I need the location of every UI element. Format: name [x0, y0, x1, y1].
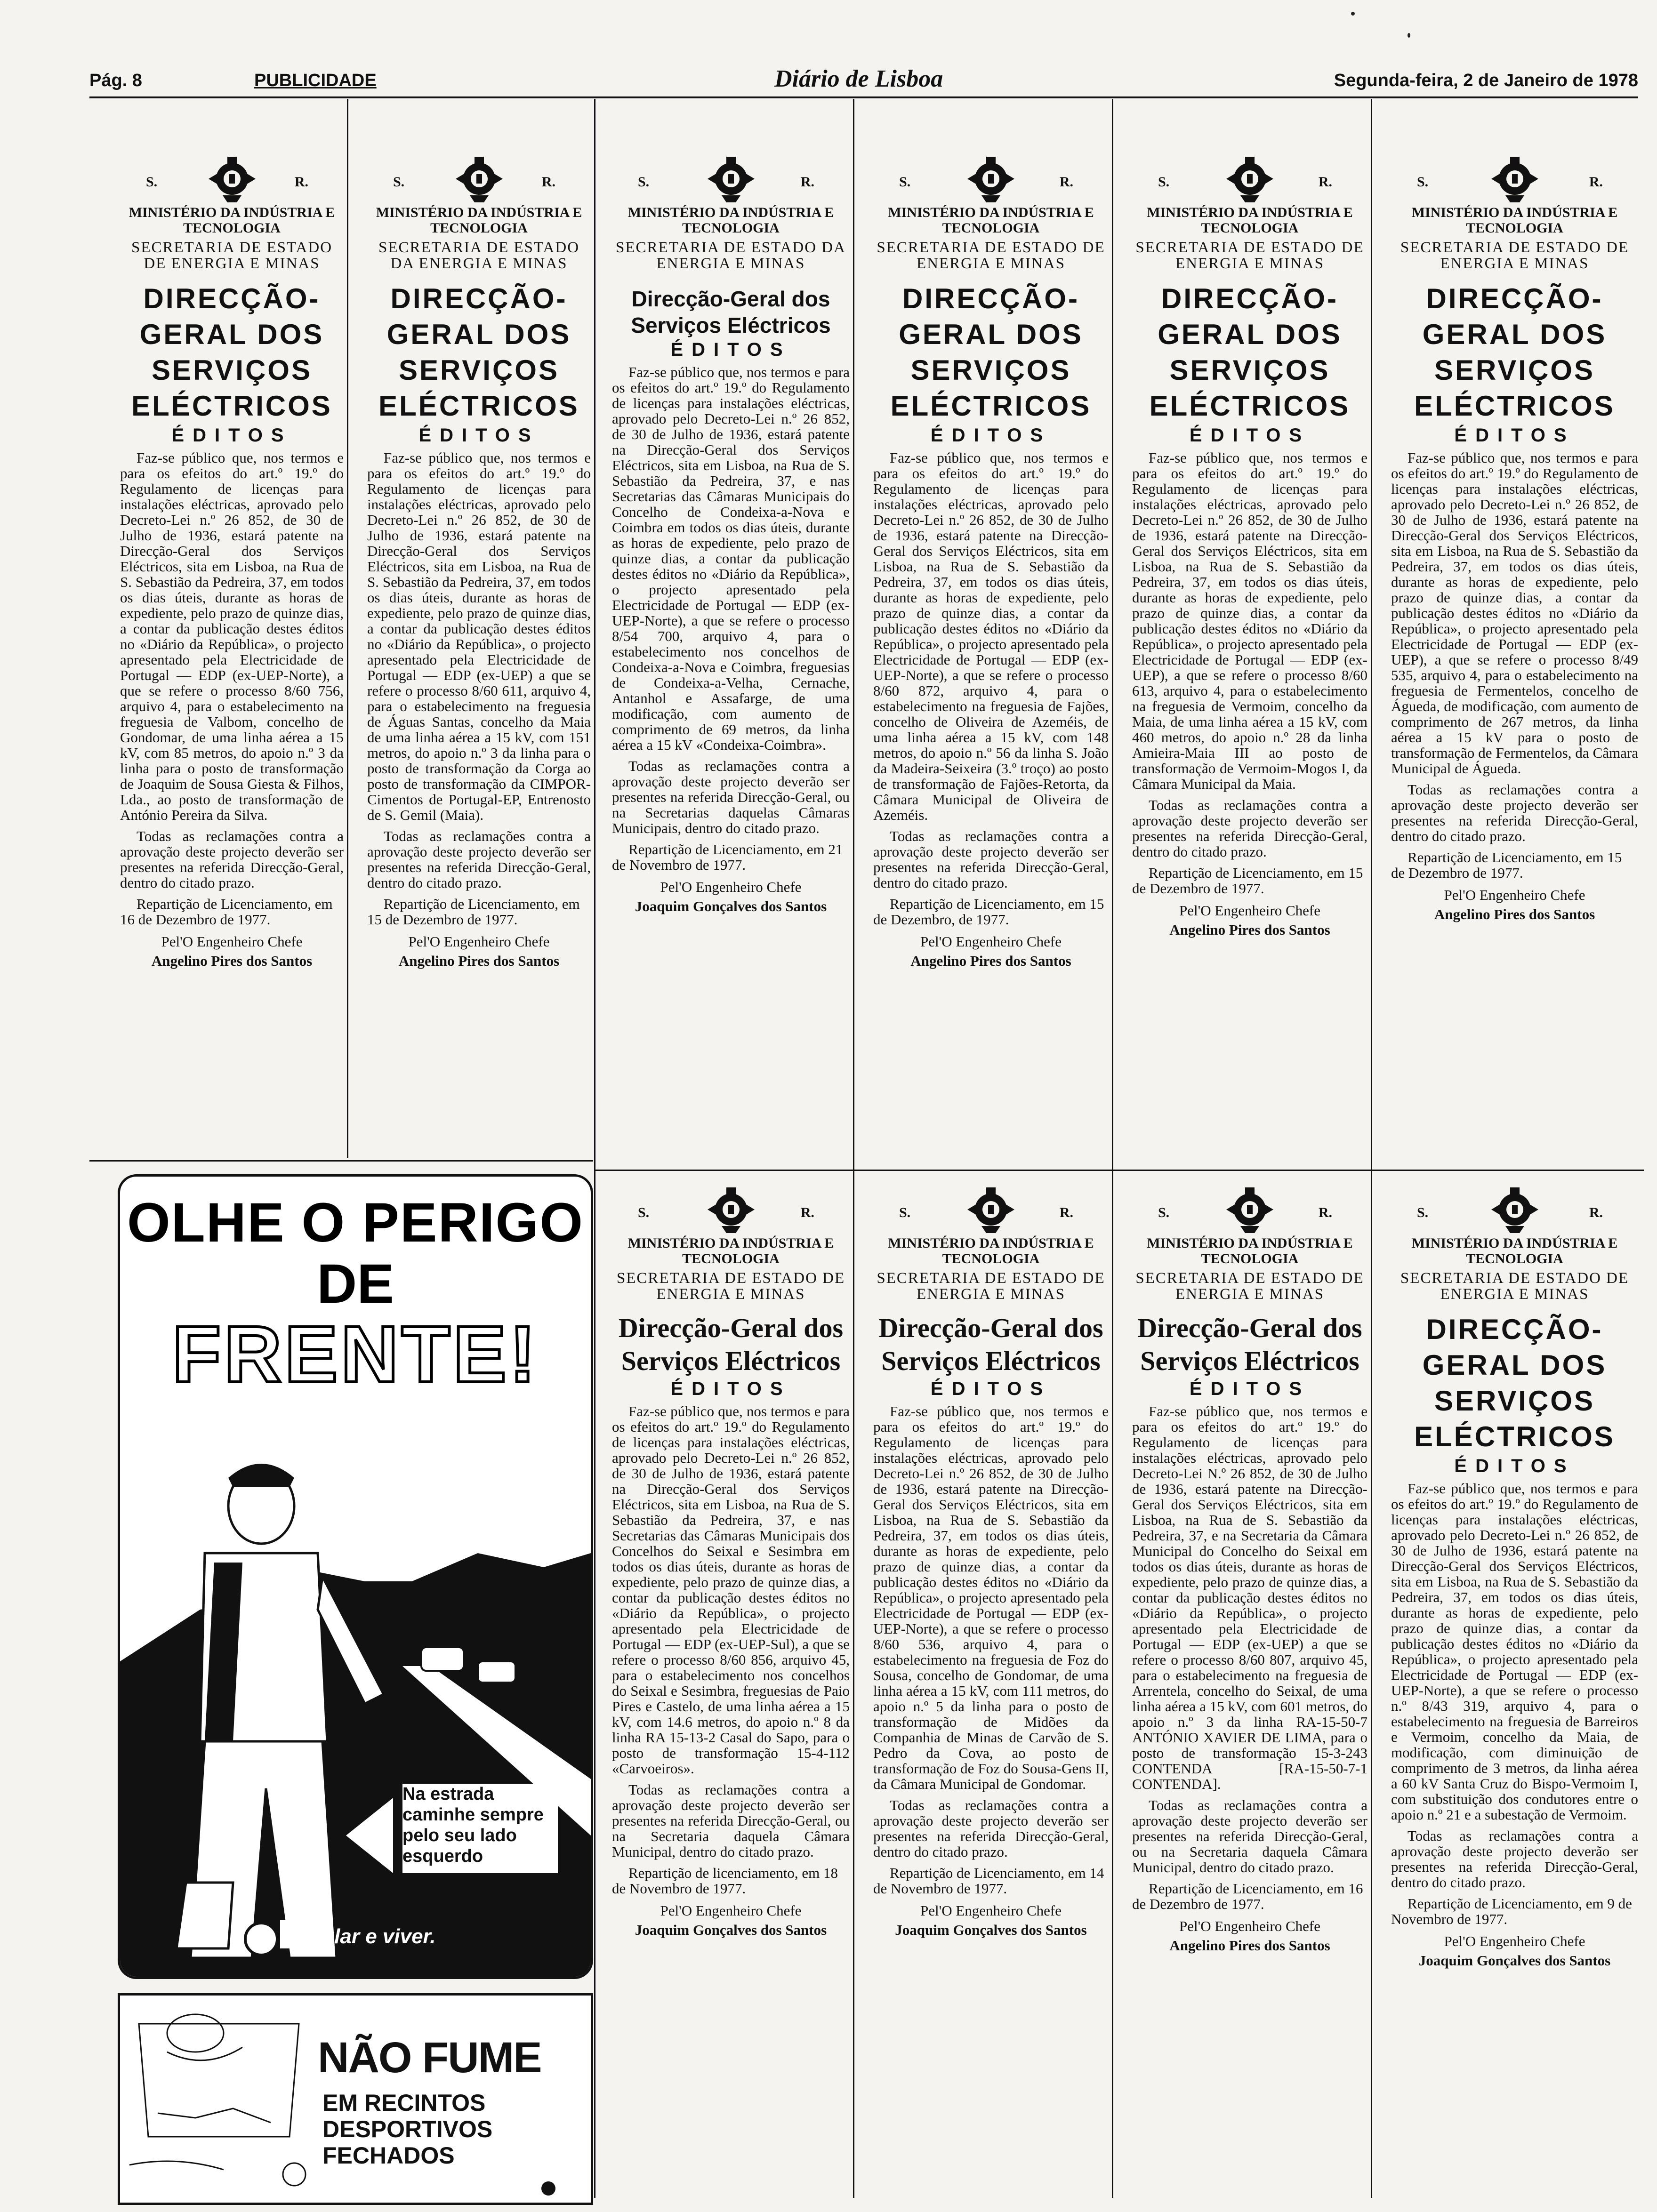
- ad-headline-3: FRENTE!: [172, 1310, 539, 1399]
- coat-of-arms-icon: [1487, 1184, 1543, 1235]
- column-divider: [1112, 99, 1113, 2198]
- seal-letter-s: S.: [638, 174, 650, 190]
- ministry-name: MINISTÉRIO DA INDÚSTRIA E TECNOLOGIA: [627, 205, 834, 236]
- notice-body: Faz-se público que, nos termos e para os efeitos do art.º 19.º do Regulamento de licenças para instalações eléctricas, aprovado pelo Decreto-Lei n.º 26 852, de 30 de Julho de 1936, estará patente na Direcção-Geral dos Serviços Eléctricos, sita em Lisboa, na Rua de S. Sebastião da Pedreira, 37, em todos os dias úteis, durante as horas de expediente, pelo prazo de quinze dias, a contar da publicação destes éditos no «Diário da República», o projecto apresentado pela Electricidade de Portugal — EDP (ex-UEP) a que se refere o processo 8/60 611, arquivo 4, para o estabelecimento na freguesia de Águas Santas, concelho da Maia de uma linha aérea a 15 kV, com 151 metros, do apoio n.º 3 da linha para o posto de transformação da Corga ao posto de transformação da CIMPOR-Cimentos de Portugal-EP, Entrenosto de S. Gemil (Maia).: [367, 449, 591, 823]
- notice-date: Repartição de Licenciamento, em 14 de Novembro de 1977.: [873, 1865, 1104, 1897]
- notice-seal: [612, 1184, 850, 1235]
- notice-claims: Todas as reclamações contra a aprovação deste projecto deverão ser presentes na referida Direcção-Geral, dentro do citado prazo.: [873, 828, 1109, 891]
- secretary-name: SECRETARIA DE ESTADO DE ENERGIA E MINAS: [131, 239, 333, 272]
- directorate-title: Direcção-Geral dos Serviços Eléctricos: [878, 1313, 1103, 1376]
- notice-body: Faz-se público que, nos termos e para os efeitos do art.º 19.º do Regulamento de licenças para instalações eléctricas, aprovado pelo Decreto-Lei n.º 26 852, de 30 de Julho de 1936, estará patente na Direcção-Geral dos Serviços Eléctricos, sita em Lisboa, na Rua de S. Sebastião da Pedreira, 37, em todos os dias úteis, durante as horas de expediente, pelo prazo de quinze dias, a contar da publicação destes éditos no «Diário da República», o projecto apresentado pela Electricidade de Portugal — EDP (ex-UEP), a que se refere o processo 8/49 535, arquivo 4, para o estabelecimento na freguesia de Fermentelos, concelho de Águeda, de modificação, com aumento de comprimento de 267 metros, da linha aérea a 15 kV para o posto de transformação de Fermentelos, da Câmara Municipal de Águeda.: [1391, 449, 1638, 777]
- notice-date: Repartição de Licenciamento, em 15 de Dezembro de 1977.: [1132, 865, 1363, 897]
- directorate-title: Direcção-Geral dos Serviços Eléctricos: [1137, 1313, 1362, 1376]
- no-smoking-headline: NÃO FUME: [318, 2034, 541, 2082]
- section-rule: [594, 1170, 1644, 1171]
- editos-heading: ÉDITOS: [1189, 425, 1311, 446]
- notice-body: Faz-se público que, nos termos e para os efeitos do art.º 19.º do Regulamento de licenças para instalações eléctricas, aprovado pelo Decreto-Lei n.º 26 852, de 30 de Julho de 1936, estará patente na Direcção-Geral dos Serviços Eléctricos, sita em Lisboa, na Rua de S. Sebastião da Pedreira, 37, e nas Secretarias das Câmaras Municipais do Concelho de Condeixa-a-Nova e Coimbra em todos os dias úteis, durante as horas de expediente, pelo prazo de quinze dias, a contar da publicação destes éditos no «Diário da República», o projecto apresentado pela Electricidade de Portugal — EDP (ex-UEP-Norte), a que se refere o processo 8/54 700, arquivo 4, para o estabelecimento nos concelhos de Condeixa-a-Nova e Coimbra, freguesias de Condeixa-a-Velha, Cernache, Antanhol e Assafarge, de uma modificação, com aumento de comprimento de 69 metros, da linha aérea a 15 kV «Condeixa-Coimbra».: [612, 364, 850, 753]
- directorate-title: Direcção-Geral dos Serviços Eléctricos: [618, 1313, 844, 1376]
- coat-of-arms-icon: [451, 153, 507, 205]
- secretary-name: SECRETARIA DE ESTADO DA ENERGIA E MINAS: [616, 239, 846, 272]
- column-divider: [853, 99, 854, 2198]
- notice-date: Repartição de Licenciamento, em 9 de Novembro de 1977.: [1391, 1895, 1632, 1927]
- seal-letter-r: R.: [1589, 174, 1603, 190]
- column-divider: [1371, 99, 1372, 2198]
- header-rule: [89, 96, 1638, 98]
- notice-body: Faz-se público que, nos termos e para os efeitos do art.º 19.º do Regulamento de licenças para instalações eléctricas, aprovado pelo Decreto-Lei n.º 26 852, de 30 de Julho de 1936, estará patente na Direcção-Geral dos Serviços Eléctricos, sita em Lisboa, na Rua de S. Sebastião da Pedreira, 37, em todos os dias úteis, durante as horas de expediente, pelo prazo de quinze dias, a contar da publicação destes éditos no «Diário da República», o projecto apresentado pela Electricidade de Portugal — EDP (ex-UEP-Norte), a que se refere o processo n.º 8/43 319, arquivo 4, para o estabelecimento na freguesia de Barreiros e Vermoim, concelho da Maia, de modificação, com diminuição de comprimento de 3 metros, da linha aérea a 60 kV Santa Cruz do Bispo-Vermoim I, com substituição dos condutores entre o apoio n.º 21 e a subestação de Vermoim.: [1391, 1480, 1638, 1823]
- notice: [873, 1184, 1109, 2200]
- seal-letter-r: R.: [1318, 1205, 1332, 1220]
- secretary-name: SECRETARIA DE ESTADO DE ENERGIA E MINAS: [1135, 1270, 1364, 1303]
- notice-body: Faz-se público que, nos termos e para os efeitos do art.º 19.º do Regulamento de licenças para instalações eléctricas, aprovado pelo Decreto-Lei n.º 26 852, de 30 de Julho de 1936, estará patente na Direcção-Geral dos Serviços Eléctricos, sita em Lisboa, na Rua de S. Sebastião da Pedreira, 37, em todos os dias úteis, durante as horas de expediente, pelo prazo de quinze dias, a contar da publicação destes éditos no «Diário da República», o projecto apresentado pela Electricidade de Portugal — EDP (ex-UEP), a que se refere o processo 8/60 613, arquivo 4, para o estabelecimento na freguesia de Vermoim, concelho da Maia, de uma linha aérea a 15 kV, com 460 metros, do apoio n.º 28 da linha Amieira-Maia III ao posto de transformação de Vermoim-Mogos I, da Câmara Municipal da Maia.: [1132, 449, 1367, 792]
- seal-letter-s: S.: [1158, 1205, 1170, 1220]
- notice: [1132, 153, 1367, 1155]
- smoker-illustration: [120, 1996, 318, 2203]
- ministry-name: MINISTÉRIO DA INDÚSTRIA E TECNOLOGIA: [376, 205, 582, 236]
- notice: [873, 153, 1109, 1155]
- editos-heading: ÉDITOS: [1189, 1378, 1311, 1399]
- ministry-name: MINISTÉRIO DA INDÚSTRIA E TECNOLOGIA: [1147, 1235, 1353, 1266]
- notice-date: Repartição de Licenciamento, em 21 de Novembro de 1977.: [612, 841, 843, 873]
- seal-letter-s: S.: [1158, 174, 1170, 190]
- coat-of-arms-icon: [703, 1184, 759, 1235]
- directorate-title: DIRECÇÃO-GERAL DOS SERVIÇOS ELÉCTRICOS: [378, 283, 579, 422]
- notice-seal: [873, 1184, 1109, 1235]
- notice-claims: Todas as reclamações contra a aprovação deste projecto deverão ser presentes na referida Direcção-Geral, dentro do citado prazo.: [1391, 781, 1638, 844]
- engineer-title: Pel'O Engenheiro Chefe: [1444, 1933, 1585, 1949]
- editos-heading: ÉDITOS: [930, 425, 1052, 446]
- notice-claims: Todas as reclamações contra a aprovação deste projecto deverão ser presentes na referida Direcção-Geral, dentro do citado prazo.: [367, 828, 591, 891]
- notice-seal: [1132, 153, 1367, 205]
- coat-of-arms-icon: [963, 1184, 1019, 1235]
- notice-seal: [1391, 153, 1638, 205]
- engineer-title: Pel'O Engenheiro Chefe: [920, 933, 1062, 950]
- ad-headline-1: OLHE O PERIGO: [127, 1192, 584, 1254]
- notice: [120, 153, 344, 1155]
- directorate-title: DIRECÇÃO-GERAL DOS SERVIÇOS ELÉCTRICOS: [131, 283, 332, 422]
- notice-date: Repartição de Licenciamento, em 15 de Dezembro, de 1977.: [873, 896, 1104, 928]
- secretary-name: SECRETARIA DE ESTADO DE ENERGIA E MINAS: [616, 1270, 845, 1303]
- engineer-title: Pel'O Engenheiro Chefe: [408, 933, 550, 950]
- ministry-name: MINISTÉRIO DA INDÚSTRIA E TECNOLOGIA: [1147, 205, 1353, 236]
- editos-heading: ÉDITOS: [171, 425, 292, 446]
- directorate-title: DIRECÇÃO-GERAL DOS SERVIÇOS ELÉCTRICOS: [1414, 1314, 1615, 1452]
- signer-name: Joaquim Gonçalves dos Santos: [635, 898, 827, 914]
- page-number: Pág. 8: [89, 71, 142, 90]
- notice-date: Repartição de Licenciamento, em 15 de Dezembro de 1977.: [1391, 849, 1622, 881]
- ministry-name: MINISTÉRIO DA INDÚSTRIA E TECNOLOGIA: [1411, 1235, 1618, 1266]
- ministry-name: MINISTÉRIO DA INDÚSTRIA E TECNOLOGIA: [129, 205, 335, 236]
- engineer-title: Pel'O Engenheiro Chefe: [660, 879, 802, 895]
- editos-heading: ÉDITOS: [670, 1378, 791, 1399]
- signer-name: Joaquim Gonçalves dos Santos: [635, 1922, 827, 1938]
- column-divider: [347, 99, 348, 1158]
- seal-letter-r: R.: [294, 174, 308, 190]
- coat-of-arms-icon: [1222, 153, 1278, 205]
- notice-date: Repartição de Licenciamento, em 16 de Dezembro de 1977.: [120, 896, 333, 928]
- coat-of-arms-icon: [963, 153, 1019, 205]
- signer-name: Angelino Pires dos Santos: [151, 953, 313, 969]
- editos-heading: ÉDITOS: [1454, 425, 1575, 446]
- seal-letter-r: R.: [1589, 1205, 1603, 1220]
- notice-body: Faz-se público que, nos termos e para os efeitos do art.º 19.º do Regulamento de licenças para instalações eléctricas, aprovado pelo Decreto-Lei n.º 26 852, de 30 de Julho de 1936, estará patente na Direcção-Geral dos Serviços Eléctricos, sita em Lisboa, na Rua de S. Sebastião da Pedreira, 37, em todos os dias úteis, durante as horas de expediente, pelo prazo de quinze dias, a contar da publicação destes éditos no «Diário da República», o projecto apresentado pela Electricidade de Portugal — EDP (ex-UEP-Norte), a que se refere o processo 8/60 872, arquivo 4, para o estabelecimento na freguesia de Fajões, concelho de Oliveira de Azeméis, de uma linha aérea a 15 kV, com 148 metros, do apoio n.º 56 da linha S. João da Madeira-Seixeira (3.º troço) ao posto de transformação de Fajões-Retorta, da Câmara Municipal de Oliveira de Azeméis.: [873, 449, 1109, 823]
- secretary-name: SECRETARIA DE ESTADO DE ENERGIA E MINAS: [1135, 239, 1364, 272]
- ad-message: Na estrada caminhe sempre pelo seu lado esquerdo: [402, 1784, 558, 1873]
- seal-letter-s: S.: [638, 1205, 650, 1220]
- seal-letter-r: R.: [1318, 174, 1332, 190]
- page-header: [89, 65, 1638, 98]
- editos-heading: ÉDITOS: [930, 1378, 1052, 1399]
- no-smoking-ad: [118, 1993, 593, 2205]
- engineer-title: Pel'O Engenheiro Chefe: [920, 1902, 1062, 1919]
- notice-claims: Todas as reclamações contra a aprovação deste projecto deverão ser presentes na referida Direcção-Geral, dentro do citado prazo.: [1132, 797, 1367, 860]
- masthead: Diário de Lisboa: [774, 65, 943, 92]
- notice-claims: Todas as reclamações contra a aprovação deste projecto deverão ser presentes na referida Direcção-Geral, ou na Secretaria daquela Câmara Municipal, dentro do citado prazo.: [612, 1781, 850, 1860]
- ad-logo: circular e viver.: [285, 1925, 436, 1948]
- engineer-title: Pel'O Engenheiro Chefe: [1179, 902, 1320, 919]
- notice-date: Repartição de Licenciamento, em 15 de Dezembro de 1977.: [367, 896, 580, 928]
- directorate-title: Direcção-Geral dos Serviços Eléctricos: [631, 287, 831, 337]
- notice: [1391, 153, 1638, 1155]
- ministry-name: MINISTÉRIO DA INDÚSTRIA E TECNOLOGIA: [888, 1235, 1094, 1266]
- signer-name: Angelino Pires dos Santos: [1169, 922, 1330, 938]
- engineer-title: Pel'O Engenheiro Chefe: [161, 933, 303, 950]
- signer-name: Angelino Pires dos Santos: [1169, 1937, 1330, 1954]
- notice-seal: [120, 153, 344, 205]
- seal-letter-r: R.: [541, 174, 555, 190]
- notice: [1391, 1184, 1638, 2200]
- seal-letter-s: S.: [1417, 174, 1429, 190]
- seal-letter-s: S.: [899, 1205, 911, 1220]
- notice-claims: Todas as reclamações contra a aprovação deste projecto deverão ser presentes na referida Direcção-Geral, dentro do citado prazo.: [120, 828, 344, 891]
- seal-letter-s: S.: [899, 174, 911, 190]
- issue-date: Segunda-feira, 2 de Janeiro de 1978: [1334, 71, 1638, 90]
- engineer-title: Pel'O Engenheiro Chefe: [1179, 1918, 1320, 1934]
- notice-claims: Todas as reclamações contra a aprovação deste projecto deverão ser presentes na referida Direcção-Geral, ou na Secretaria daquela Câmara Municipal, dentro do citado prazo.: [1132, 1797, 1367, 1875]
- section-name: PUBLICIDADE: [254, 71, 377, 90]
- directorate-title: DIRECÇÃO-GERAL DOS SERVIÇOS ELÉCTRICOS: [890, 283, 1092, 422]
- signer-name: Angelino Pires dos Santos: [1434, 906, 1595, 922]
- editos-heading: ÉDITOS: [1454, 1456, 1575, 1476]
- engineer-title: Pel'O Engenheiro Chefe: [1444, 887, 1585, 903]
- seal-letter-s: S.: [146, 174, 158, 190]
- signer-name: Angelino Pires dos Santos: [398, 953, 560, 969]
- seal-letter-s: S.: [1417, 1205, 1429, 1220]
- coat-of-arms-icon: [1487, 153, 1543, 205]
- ministry-name: MINISTÉRIO DA INDÚSTRIA E TECNOLOGIA: [1411, 205, 1618, 236]
- directorate-title: DIRECÇÃO-GERAL DOS SERVIÇOS ELÉCTRICOS: [1149, 283, 1351, 422]
- ministry-name: MINISTÉRIO DA INDÚSTRIA E TECNOLOGIA: [888, 205, 1094, 236]
- notice-claims: Todas as reclamações contra a aprovação deste projecto deverão ser presentes na referida Direcção-Geral, ou na Secretarias daquelas Câmaras Municipais, dentro do citado prazo.: [612, 758, 850, 836]
- notice-seal: [612, 153, 850, 205]
- secretary-name: SECRETARIA DE ESTADO DA ENERGIA E MINAS: [378, 239, 580, 272]
- notice-seal: [1391, 1184, 1638, 1235]
- secretary-name: SECRETARIA DE ESTADO DE ENERGIA E MINAS: [877, 239, 1105, 272]
- seal-letter-r: R.: [1059, 1205, 1073, 1220]
- directorate-title: DIRECÇÃO-GERAL DOS SERVIÇOS ELÉCTRICOS: [1414, 283, 1615, 422]
- seal-letter-r: R.: [800, 174, 814, 190]
- no-smoking-subtitle: EM RECINTOS DESPORTIVOS FECHADOS: [322, 2090, 493, 2169]
- notice: [367, 153, 591, 1155]
- signer-name: Angelino Pires dos Santos: [910, 953, 1071, 969]
- column-divider: [594, 99, 595, 2198]
- section-rule: [89, 1160, 593, 1162]
- ministry-name: MINISTÉRIO DA INDÚSTRIA E TECNOLOGIA: [627, 1235, 834, 1266]
- notice-date: Repartição de licenciamento, em 18 de Novembro de 1977.: [612, 1865, 838, 1897]
- engineer-title: Pel'O Engenheiro Chefe: [660, 1902, 802, 1919]
- notice-body: Faz-se público que, nos termos e para os efeitos do art.º 19.º do Regulamento de licenças para instalações eléctricas, aprovado pelo Decreto-Lei N.º 26 852, de 30 de Julho de 1936, estará patente na Direcção-Geral dos Serviços Eléctricos, sita em Lisboa, na Rua de S. Sebastião da Pedreira, 37, e na Secretaria da Câmara Municipal do Concelho do Seixal em todos os dias úteis, durante as horas de expediente, pelo prazo de quinze dias, a contar da publicação destes éditos no «Diário da República», o projecto apresentado pela Electricidade de Portugal — EDP (ex-UEP) a que se refere o processo 8/60 807, arquivo 45, para o estabelecimento na freguesia de Arrentela, concelho do Seixal, de uma linha aérea a 15 kV, com 601 metros, do apoio n.º 3 da linha RA-15-50-7 ANTÓNIO XAVIER DE LIMA, para o posto de transformação 15-3-243 CONTENDA [RA-15-50-7-1 CONTENDA].: [1132, 1403, 1367, 1792]
- seal-letter-r: R.: [800, 1205, 814, 1220]
- notice-claims: Todas as reclamações contra a aprovação deste projecto deverão ser presentes na referida Direcção-Geral, dentro do citado prazo.: [873, 1797, 1109, 1860]
- editos-heading: ÉDITOS: [670, 339, 791, 360]
- coat-of-arms-icon: [1222, 1184, 1278, 1235]
- notice-seal: [873, 153, 1109, 205]
- coat-of-arms-icon: [204, 153, 260, 205]
- notice-seal: [367, 153, 591, 205]
- ad-headline-2: DE: [317, 1253, 394, 1315]
- notice-body: Faz-se público que, nos termos e para os efeitos do art.º 19.º do Regulamento de licenças para instalações eléctricas, aprovado pelo Decreto-Lei n.º 26 852, de 30 de Julho de 1936, estará patente na Direcção-Geral dos Serviços Eléctricos, sita em Lisboa, na Rua de S. Sebastião da Pedreira, 37, e nas Secretarias das Câmaras Municipais dos Concelhos do Seixal e Sesimbra em todos os dias úteis, durante as horas de expediente, pelo prazo de quinze dias, a contar da publicação destes éditos no «Diário da República», o projecto apresentado pela Electricidade de Portugal — EDP (ex-UEP-Sul), a que se refere o processo 8/60 856, arquivo 45, para o estabelecimento nos concelhos do Seixal e Sesimbra, freguesias de Paio Pires e Castelo, de uma linha aérea a 15 kV, com 14.6 metros, do apoio n.º 8 da linha RA 15-13-2 Casal do Sapo, para o posto de transformação 15-4-112 «Carvoeiros».: [612, 1403, 850, 1777]
- notice-claims: Todas as reclamações contra a aprovação deste projecto deverão ser presentes na referida Direcção-Geral, dentro do citado prazo.: [1391, 1827, 1638, 1891]
- signer-name: Joaquim Gonçalves dos Santos: [1418, 1952, 1611, 1969]
- notice-seal: [1132, 1184, 1367, 1235]
- notice: [1132, 1184, 1367, 2200]
- editos-heading: ÉDITOS: [418, 425, 539, 446]
- signer-name: Joaquim Gonçalves dos Santos: [895, 1922, 1087, 1938]
- notice: [612, 153, 850, 1155]
- print-speck: [1408, 33, 1410, 38]
- seal-letter-r: R.: [1059, 174, 1073, 190]
- road-safety-ad: [118, 1174, 593, 1979]
- print-speck: [1351, 12, 1355, 16]
- coat-of-arms-icon: [703, 153, 759, 205]
- ad-emblem: [541, 2181, 555, 2196]
- notice-date: Repartição de Licenciamento, em 16 de Dezembro de 1977.: [1132, 1880, 1363, 1912]
- notice-body: Faz-se público que, nos termos e para os efeitos do art.º 19.º do Regulamento de licenças para instalações eléctricas, aprovado pelo Decreto-Lei n.º 26 852, de 30 de Julho de 1936, estará patente na Direcção-Geral dos Serviços Eléctricos, sita em Lisboa, na Rua de S. Sebastião da Pedreira, 37, em todos os dias úteis, durante as horas de expediente, pelo prazo de quinze dias, a contar da publicação destes éditos no «Diário da República», o projecto apresentado pela Electricidade de Portugal — EDP (ex-UEP-Norte), a que se refere o processo 8/60 756, arquivo 4, para o estabelecimento na freguesia de Valbom, concelho de Gondomar, de uma linha aérea a 15 kV, com 85 metros, do apoio n.º 3 da linha para o posto de transformação de Joaquim de Sousa Giesta & Filhos, Lda., ao posto de transformação de António Pereira da Silva.: [120, 449, 344, 823]
- notice: [612, 1184, 850, 2200]
- notice-body: Faz-se público que, nos termos e para os efeitos do art.º 19.º do Regulamento de licenças para instalações eléctricas, aprovado pelo Decreto-Lei n.º 26 852, de 30 de Julho de 1936, estará patente na Direcção-Geral dos Serviços Eléctricos, sita em Lisboa, na Rua de S. Sebastião da Pedreira, 37, em todos os dias úteis, durante as horas de expediente, pelo prazo de quinze dias, a contar da publicação destes éditos no «Diário da República», o projecto apresentado pela Electricidade de Portugal — EDP (ex-UEP-Norte), a que se refere o processo 8/60 536, arquivo 4, para o estabelecimento na freguesia de Foz do Sousa, concelho de Gondomar, de uma linha aérea a 15 kV, com 111 metros, do apoio n.º 5 da linha para o posto de transformação de Midões da Companhia de Minas de Carvão de S. Pedro da Cova, ao posto de transformação de Foz do Sousa-Gens II, da Câmara Municipal de Gondomar.: [873, 1403, 1109, 1792]
- seal-letter-s: S.: [393, 174, 405, 190]
- secretary-name: SECRETARIA DE ESTADO DE ENERGIA E MINAS: [1400, 1270, 1629, 1303]
- secretary-name: SECRETARIA DE ESTADO DE ENERGIA E MINAS: [1400, 239, 1629, 272]
- secretary-name: SECRETARIA DE ESTADO DE ENERGIA E MINAS: [877, 1270, 1105, 1303]
